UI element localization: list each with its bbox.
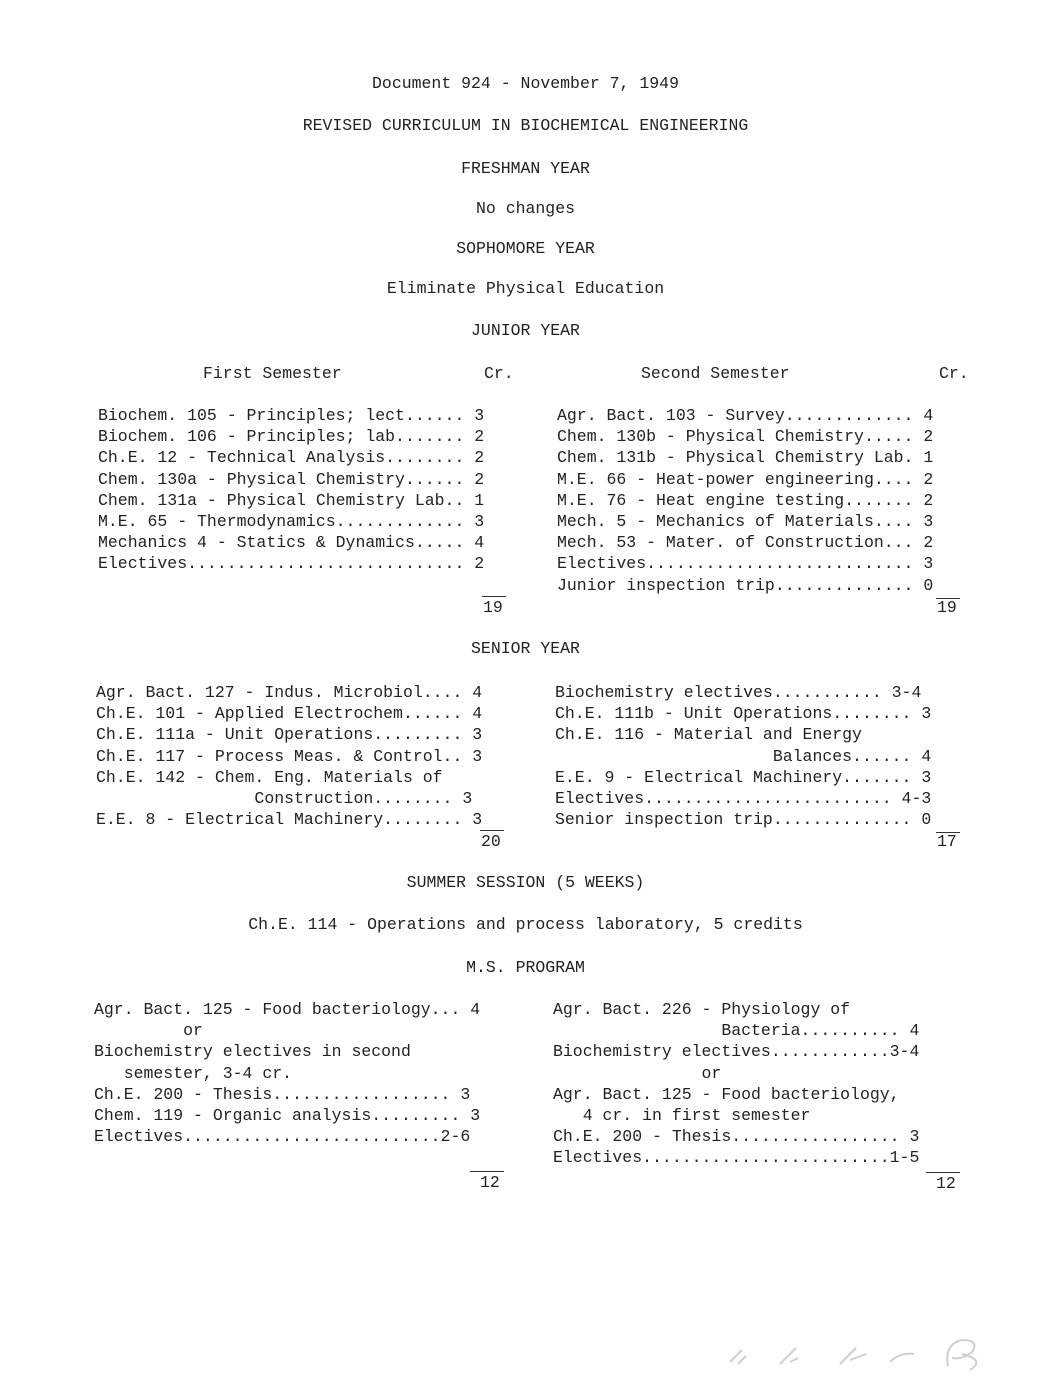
ms-second-total: 12 <box>936 1174 956 1193</box>
course-line: Mech. 53 - Mater. of Construction... 2 <box>557 533 934 553</box>
course-line: Chem. 131b - Physical Chemistry Lab. 1 <box>557 448 934 468</box>
course-line: Ch.E. 200 - Thesis................. 3 <box>553 1127 920 1147</box>
sophomore-heading: SOPHOMORE YEAR <box>456 239 595 258</box>
freshman-heading: FRESHMAN YEAR <box>461 159 590 178</box>
sophomore-note: Eliminate Physical Education <box>386 279 665 298</box>
course-line: 4 cr. in first semester <box>553 1105 811 1125</box>
course-line: semester, 3-4 cr. <box>94 1063 293 1083</box>
course-line: Biochemistry electives........... 3-4 <box>555 683 922 702</box>
course-line: Ch.E. 116 - Material and Energy <box>555 725 862 745</box>
senior-second-total: 17 <box>937 832 957 851</box>
course-line: Agr. Bact. 125 - Food bacteriology, <box>553 1084 900 1104</box>
junior-first-cr-label: Cr. <box>484 364 514 383</box>
course-line: Biochemistry electives............3-4 <box>553 1042 920 1062</box>
course-line: Ch.E. 111a - Unit Operations......... 3 <box>96 725 483 745</box>
course-line: E.E. 9 - Electrical Machinery....... 3 <box>555 767 932 787</box>
course-line: Senior inspection trip.............. 0 <box>555 810 932 830</box>
course-line: Agr. Bact. 103 - Survey............. 4 <box>557 406 934 425</box>
course-line: Construction........ 3 <box>96 788 473 808</box>
course-line: Ch.E. 142 - Chem. Eng. Materials of <box>96 767 443 787</box>
senior-first-course-list <box>96 682 482 830</box>
course-line: Ch.E. 12 - Technical Analysis........ 2 <box>98 448 485 468</box>
junior-first-total: 19 <box>483 598 503 617</box>
course-line: M.E. 65 - Thermodynamics............. 3 <box>98 511 485 531</box>
course-line: Biochem. 106 - Principles; lab....... 2 <box>98 427 485 447</box>
ms-first-total: 12 <box>480 1173 500 1192</box>
ms-heading: M.S. PROGRAM <box>466 958 585 977</box>
document-reference: Document 924 - November 7, 1949 <box>372 74 679 93</box>
junior-second-course-list <box>557 405 933 596</box>
course-line: Agr. Bact. 127 - Indus. Microbiol.... 4 <box>96 683 483 702</box>
course-line: Junior inspection trip.............. 0 <box>557 575 934 595</box>
total-rule <box>480 830 504 831</box>
junior-second-cr-label: Cr. <box>939 364 969 383</box>
course-line: E.E. 8 - Electrical Machinery........ 3 <box>96 810 483 830</box>
total-rule <box>926 1172 960 1173</box>
junior-first-semester-heading: First Semester <box>203 364 342 383</box>
summer-course: Ch.E. 114 - Operations and process laboratory, 5 credits <box>248 915 803 934</box>
course-line: Electives............................ 2 <box>98 554 485 574</box>
course-line: Bacteria.......... 4 <box>553 1021 920 1041</box>
course-line: or <box>553 1063 722 1083</box>
total-rule <box>482 596 506 597</box>
junior-second-total: 19 <box>937 598 957 617</box>
course-line: Biochem. 105 - Principles; lect...... 3 <box>98 406 485 425</box>
course-line: Agr. Bact. 226 - Physiology of <box>553 1000 851 1019</box>
ms-first-course-list <box>94 999 480 1147</box>
senior-first-total: 20 <box>481 832 501 851</box>
document-title: REVISED CURRICULUM IN BIOCHEMICAL ENGINEERING <box>302 116 749 135</box>
course-line: Chem. 131a - Physical Chemistry Lab.. 1 <box>98 490 485 510</box>
senior-second-course-list <box>555 682 931 830</box>
course-line: M.E. 66 - Heat-power engineering.... 2 <box>557 469 934 489</box>
course-line: Chem. 119 - Organic analysis......... 3 <box>94 1105 481 1125</box>
course-line: Chem. 130b - Physical Chemistry..... 2 <box>557 427 934 447</box>
course-line: Ch.E. 117 - Process Meas. & Control.. 3 <box>96 746 483 766</box>
freshman-note: No changes <box>475 199 576 218</box>
course-line: or <box>94 1021 203 1041</box>
course-line: Chem. 130a - Physical Chemistry...... 2 <box>98 469 485 489</box>
course-line: Electives.........................1-5 <box>553 1148 920 1168</box>
pencil-marks <box>700 1330 1000 1375</box>
course-line: Mech. 5 - Mechanics of Materials.... 3 <box>557 511 934 531</box>
junior-heading: JUNIOR YEAR <box>471 321 580 340</box>
total-rule <box>470 1171 504 1172</box>
summer-heading: SUMMER SESSION (5 WEEKS) <box>406 873 645 892</box>
junior-first-course-list <box>98 405 484 575</box>
course-line: Electives........................... 3 <box>557 554 934 574</box>
course-line: Electives..........................2-6 <box>94 1127 471 1147</box>
course-line: Ch.E. 101 - Applied Electrochem...... 4 <box>96 704 483 724</box>
course-line: Biochemistry electives in second <box>94 1042 411 1062</box>
course-line: Balances...... 4 <box>555 746 932 766</box>
course-line: Mechanics 4 - Statics & Dynamics..... 4 <box>98 533 485 553</box>
senior-heading: SENIOR YEAR <box>471 639 580 658</box>
course-line: Agr. Bact. 125 - Food bacteriology... 4 <box>94 1000 481 1019</box>
course-line: Ch.E. 111b - Unit Operations........ 3 <box>555 704 932 724</box>
course-line: Ch.E. 200 - Thesis.................. 3 <box>94 1084 471 1104</box>
course-line: M.E. 76 - Heat engine testing....... 2 <box>557 490 934 510</box>
course-line: Electives......................... 4-3 <box>555 788 932 808</box>
ms-second-course-list <box>553 999 919 1169</box>
junior-second-semester-heading: Second Semester <box>641 364 790 383</box>
